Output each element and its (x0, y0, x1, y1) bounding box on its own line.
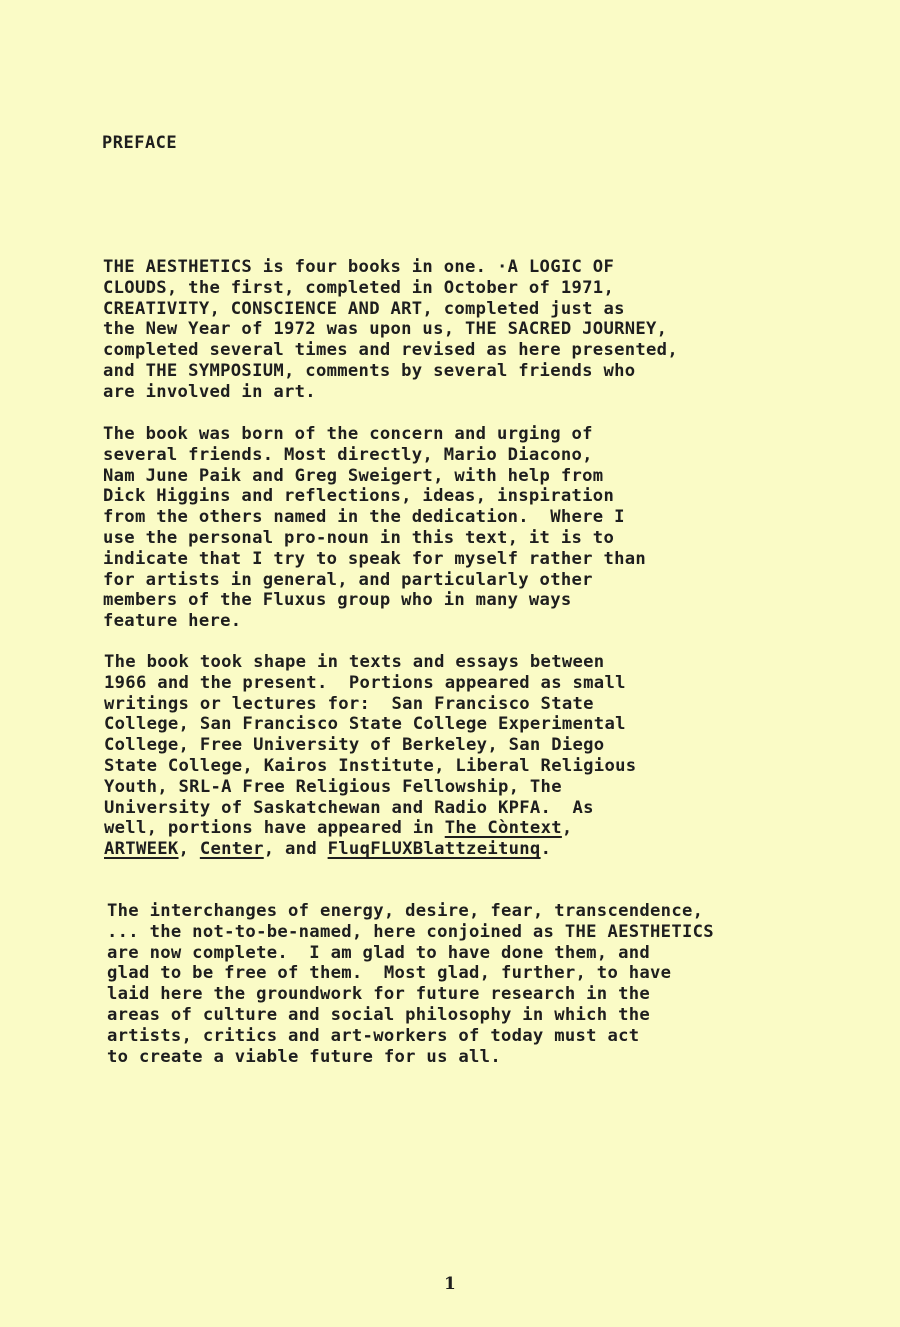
text-line: State College, Kairos Institute, Liberal Religious (104, 755, 637, 776)
text-line (104, 839, 636, 860)
text-line: writings or lectures for: San Francisco State (104, 693, 594, 714)
text-line: the New Year of 1972 was upon us, THE SACRED JOURNEY, (103, 319, 668, 340)
text-line: indicate that I try to speak for myself rather than (103, 548, 647, 569)
paragraph-conclusion (107, 901, 714, 1067)
text-line: laid here the groundwork for future research in the (107, 984, 651, 1005)
text-line: for artists in general, and particularly other (103, 569, 593, 590)
text-line: The book was born of the concern and urging of (103, 424, 593, 444)
text-line: from the others named in the dedication. Where I (103, 507, 625, 528)
text-line: several friends. Most directly, Mario Diacono, (103, 444, 593, 465)
text-line: ... the not-to-be-named, here conjoined as THE AESTHETICS (107, 921, 714, 942)
text-line: use the personal pro-noun in this text, it is to (103, 527, 615, 548)
text-line: are now complete. I am glad to have done them, and (107, 942, 651, 963)
publication-title: Center (199, 839, 264, 860)
publication-title: FluqFLUXBlattzeitunq (327, 839, 541, 860)
text-line: to create a viable future for us all. (107, 1046, 501, 1067)
page-number: 1 (444, 1274, 456, 1294)
text-line: 1966 and the present. Portions appeared as small (104, 672, 626, 693)
text-fragment: well, portions have appeared in (104, 818, 445, 839)
text-line (104, 818, 636, 839)
text-line: feature here. (103, 611, 242, 632)
text-line: College, San Francisco State College Experimental (104, 714, 626, 735)
text-line: Youth, SRL-A Free Religious Fellowship, The (104, 776, 562, 797)
text-line: College, Free University of Berkeley, San Diego (104, 735, 605, 756)
text-line: The interchanges of energy, desire, fear, transcendence, (107, 901, 704, 921)
publication-title: ARTWEEK (104, 839, 179, 860)
text-line: The book took shape in texts and essays between (104, 652, 605, 672)
publication-title: The Còntext (444, 818, 562, 839)
text-fragment: , (561, 818, 573, 839)
text-line: areas of culture and social philosophy in which the (107, 1004, 651, 1025)
text-line: THE AESTHETICS is four books in one. ·A LOGIC OF (103, 257, 615, 277)
text-line: completed several times and revised as here presented, (103, 340, 678, 361)
text-line: members of the Fluxus group who in many ways (103, 590, 572, 611)
text-line: University of Saskatchewan and Radio KPFA. As (104, 797, 594, 818)
text-line: glad to be free of them. Most glad, further, to have (107, 963, 672, 984)
text-fragment: , and (263, 839, 328, 860)
paragraph-books (103, 257, 678, 403)
text-line: artists, critics and art-workers of today must act (107, 1025, 640, 1046)
text-fragment: , (178, 839, 200, 860)
text-line: Dick Higgins and reflections, ideas, inspiration (103, 486, 615, 507)
preface-heading: PREFACE (102, 133, 178, 153)
paragraph-shape (104, 652, 636, 860)
text-line: and THE SYMPOSIUM, comments by several friends who (103, 360, 636, 381)
text-line: Nam June Paik and Greg Sweigert, with help from (103, 465, 604, 486)
text-line: CLOUDS, the first, completed in October of 1971, (103, 277, 615, 298)
text-line: CREATIVITY, CONSCIENCE AND ART, completed just as (103, 298, 625, 319)
text-fragment: . (540, 839, 552, 860)
text-line: are involved in art. (103, 381, 316, 402)
paragraph-origin (103, 424, 646, 632)
